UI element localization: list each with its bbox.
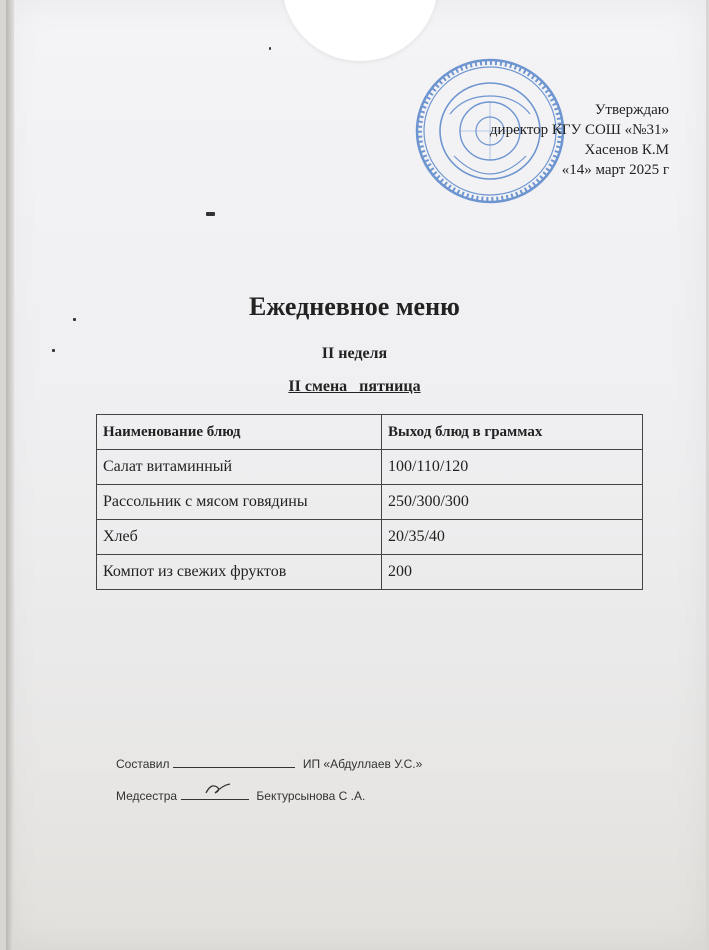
approval-line-approve: Утверждаю [594, 102, 669, 118]
table-row [97, 520, 643, 555]
page-title: Ежедневное меню [249, 292, 460, 321]
table-row [97, 485, 643, 520]
dish-name: Хлеб [97, 520, 382, 555]
table-row [97, 555, 643, 590]
approval-block [490, 100, 669, 180]
approval-line-date: «14» март 2025 г [561, 162, 669, 178]
dish-name: Компот из свежих фруктов [97, 555, 382, 590]
dish-portion: 200 [382, 555, 643, 590]
signature-line [181, 789, 249, 800]
paper-edge [6, 0, 14, 950]
speck [269, 47, 271, 50]
table-header-row [97, 415, 643, 450]
table-row [97, 450, 643, 485]
speck [206, 212, 215, 216]
compiled-name: ИП «Абдуллаев У.С.» [302, 757, 423, 771]
dish-name: Салат витаминный [97, 450, 382, 485]
header-dish-name: Наименование блюд [97, 415, 382, 450]
dish-name: Рассольник с мясом говядины [97, 485, 382, 520]
signature-compiled [116, 757, 422, 771]
dish-portion: 100/110/120 [382, 450, 643, 485]
menu-table [96, 414, 643, 590]
handwritten-signature-icon [203, 781, 233, 797]
signature-line [173, 757, 295, 768]
shift-day-label: II смена пятница [288, 378, 421, 395]
signature-nurse [116, 789, 365, 803]
dish-portion: 20/35/40 [382, 520, 643, 555]
approval-line-director: директор КГУ СОШ «№31» [489, 122, 669, 138]
nurse-label: Медсестра [116, 789, 178, 803]
header-portion-grams: Выход блюд в граммах [382, 415, 643, 450]
dish-portion: 250/300/300 [382, 485, 643, 520]
approval-line-name: Хасенов К.М [584, 142, 669, 158]
nurse-name: Бектурсынова С .А. [256, 789, 366, 803]
week-label: II неделя [321, 345, 388, 362]
compiled-label: Составил [116, 757, 170, 771]
